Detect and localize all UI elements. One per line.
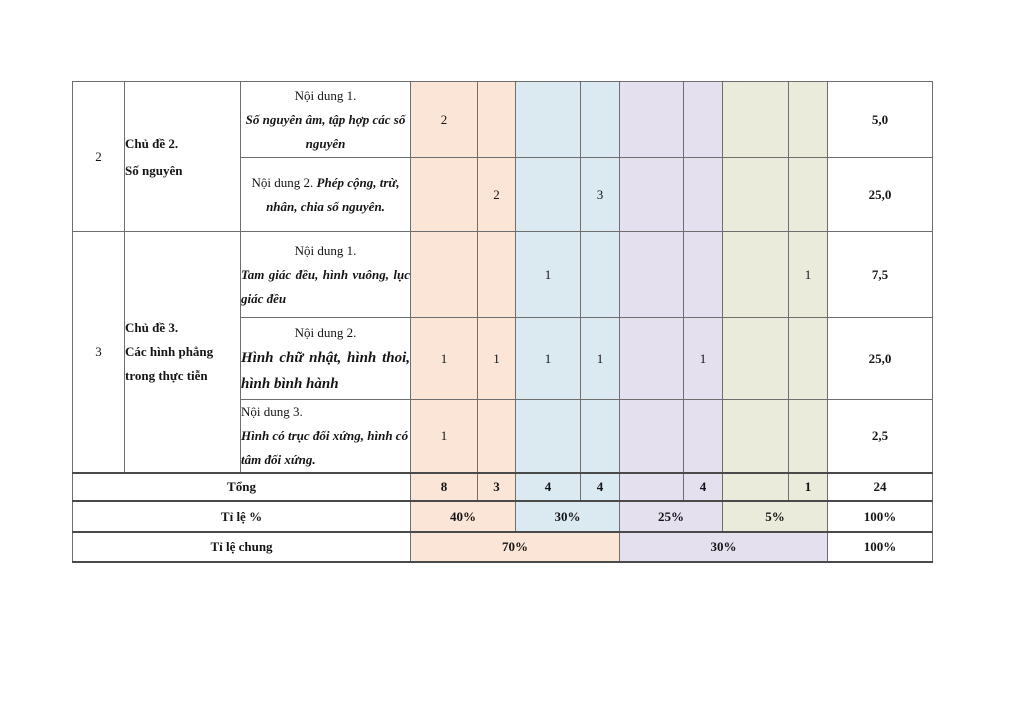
score-cell: 2	[478, 158, 516, 232]
content-label: Nội dung 1.	[294, 242, 357, 258]
table-row	[73, 82, 933, 158]
score-cell: 1	[581, 318, 620, 400]
score-cell	[581, 400, 620, 474]
total-score-cell: 8	[411, 473, 478, 501]
score-cell	[516, 82, 581, 158]
topic-line: Chủ đề 3.	[125, 320, 179, 335]
score-cell: 3	[581, 158, 620, 232]
score-cell: 1	[684, 318, 723, 400]
score-cell	[684, 232, 723, 318]
content-text: Số nguyên âm, tập hợp các số nguyên	[245, 111, 406, 151]
percent-total-cell: 100%	[828, 501, 933, 532]
topic-line: Số nguyên	[125, 162, 183, 178]
table-row-total	[73, 473, 933, 501]
score-cell	[723, 82, 789, 158]
row-total-cell: 25,0	[828, 158, 933, 232]
row-index-cell: 2	[73, 82, 125, 232]
total-score-cell	[620, 473, 684, 501]
table-row-percent	[73, 501, 933, 532]
content-text: Hình chữ nhật, hình thoi, hình bình hành	[241, 349, 410, 392]
content-label: Nội dung 3.	[241, 404, 303, 419]
score-cell: 1	[411, 400, 478, 474]
score-cell	[789, 158, 828, 232]
score-cell	[478, 400, 516, 474]
row-index-cell: 3	[73, 232, 125, 474]
score-cell	[411, 232, 478, 318]
score-cell: 1	[516, 232, 581, 318]
total-score-cell: 4	[516, 473, 581, 501]
total-label-cell: Tổng	[73, 473, 411, 501]
score-cell	[789, 400, 828, 474]
row-total-cell: 5,0	[828, 82, 933, 158]
score-cell	[723, 158, 789, 232]
topic-line: Các hình phẳng	[125, 344, 214, 359]
row-total-cell: 2,5	[828, 400, 933, 474]
score-cell	[789, 82, 828, 158]
percent-value-cell: 5%	[723, 501, 828, 532]
overall-total-cell: 100%	[828, 532, 933, 562]
score-cell	[411, 158, 478, 232]
content-label: Nội dung 2.	[294, 324, 357, 340]
content-cell	[241, 82, 411, 158]
score-cell	[620, 158, 684, 232]
content-label: Nội dung 2.	[251, 174, 314, 190]
row-total-cell: 7,5	[828, 232, 933, 318]
overall-percent-label-cell: Tỉ lệ chung	[73, 532, 411, 562]
topic-cell	[125, 232, 241, 474]
content-text: Tam giác đều, hình vuông, lục giác đều	[241, 266, 410, 306]
percent-value-cell: 40%	[411, 501, 516, 532]
content-emphasis: Phép cộng, trừ, nhân, chia số nguyên.	[266, 174, 400, 214]
score-cell	[684, 400, 723, 474]
percent-value-cell: 25%	[620, 501, 723, 532]
score-cell: 1	[789, 232, 828, 318]
score-cell	[478, 82, 516, 158]
score-cell: 1	[411, 318, 478, 400]
percent-value-cell: 30%	[516, 501, 620, 532]
total-score-cell: 4	[684, 473, 723, 501]
table-row	[73, 232, 933, 318]
row-total-cell: 25,0	[828, 318, 933, 400]
score-cell	[620, 400, 684, 474]
score-cell	[723, 232, 789, 318]
content-cell	[241, 400, 411, 474]
score-cell	[789, 318, 828, 400]
total-score-cell: 1	[789, 473, 828, 501]
score-cell: 1	[516, 318, 581, 400]
score-cell	[620, 82, 684, 158]
score-cell	[723, 318, 789, 400]
overall-percent-cell: 70%	[411, 532, 620, 562]
topic-cell	[125, 82, 241, 232]
score-cell	[478, 232, 516, 318]
percent-label-cell: Tỉ lệ %	[73, 501, 411, 532]
total-score-cell	[723, 473, 789, 501]
score-cell: 2	[411, 82, 478, 158]
exam-matrix-table	[72, 81, 933, 563]
content-label: Nội dung 1.	[294, 87, 357, 103]
total-score-cell: 4	[581, 473, 620, 501]
score-cell	[684, 82, 723, 158]
content-cell	[241, 158, 411, 232]
topic-line: trong thực tiễn	[125, 368, 208, 383]
score-cell: 1	[478, 318, 516, 400]
score-cell	[620, 232, 684, 318]
score-cell	[620, 318, 684, 400]
grand-total-cell: 24	[828, 473, 933, 501]
topic-line: Chủ đề 2.	[125, 135, 179, 151]
content-cell	[241, 318, 411, 400]
overall-percent-cell: 30%	[620, 532, 828, 562]
score-cell	[684, 158, 723, 232]
score-cell	[723, 400, 789, 474]
score-cell	[516, 158, 581, 232]
score-cell	[516, 400, 581, 474]
table-row-overall-percent	[73, 532, 933, 562]
content-text	[241, 171, 410, 219]
total-score-cell: 3	[478, 473, 516, 501]
score-cell	[581, 82, 620, 158]
score-cell	[581, 232, 620, 318]
content-text: Hình có trục đối xứng, hình có tâm đối xứng.	[241, 428, 409, 467]
content-cell	[241, 232, 411, 318]
